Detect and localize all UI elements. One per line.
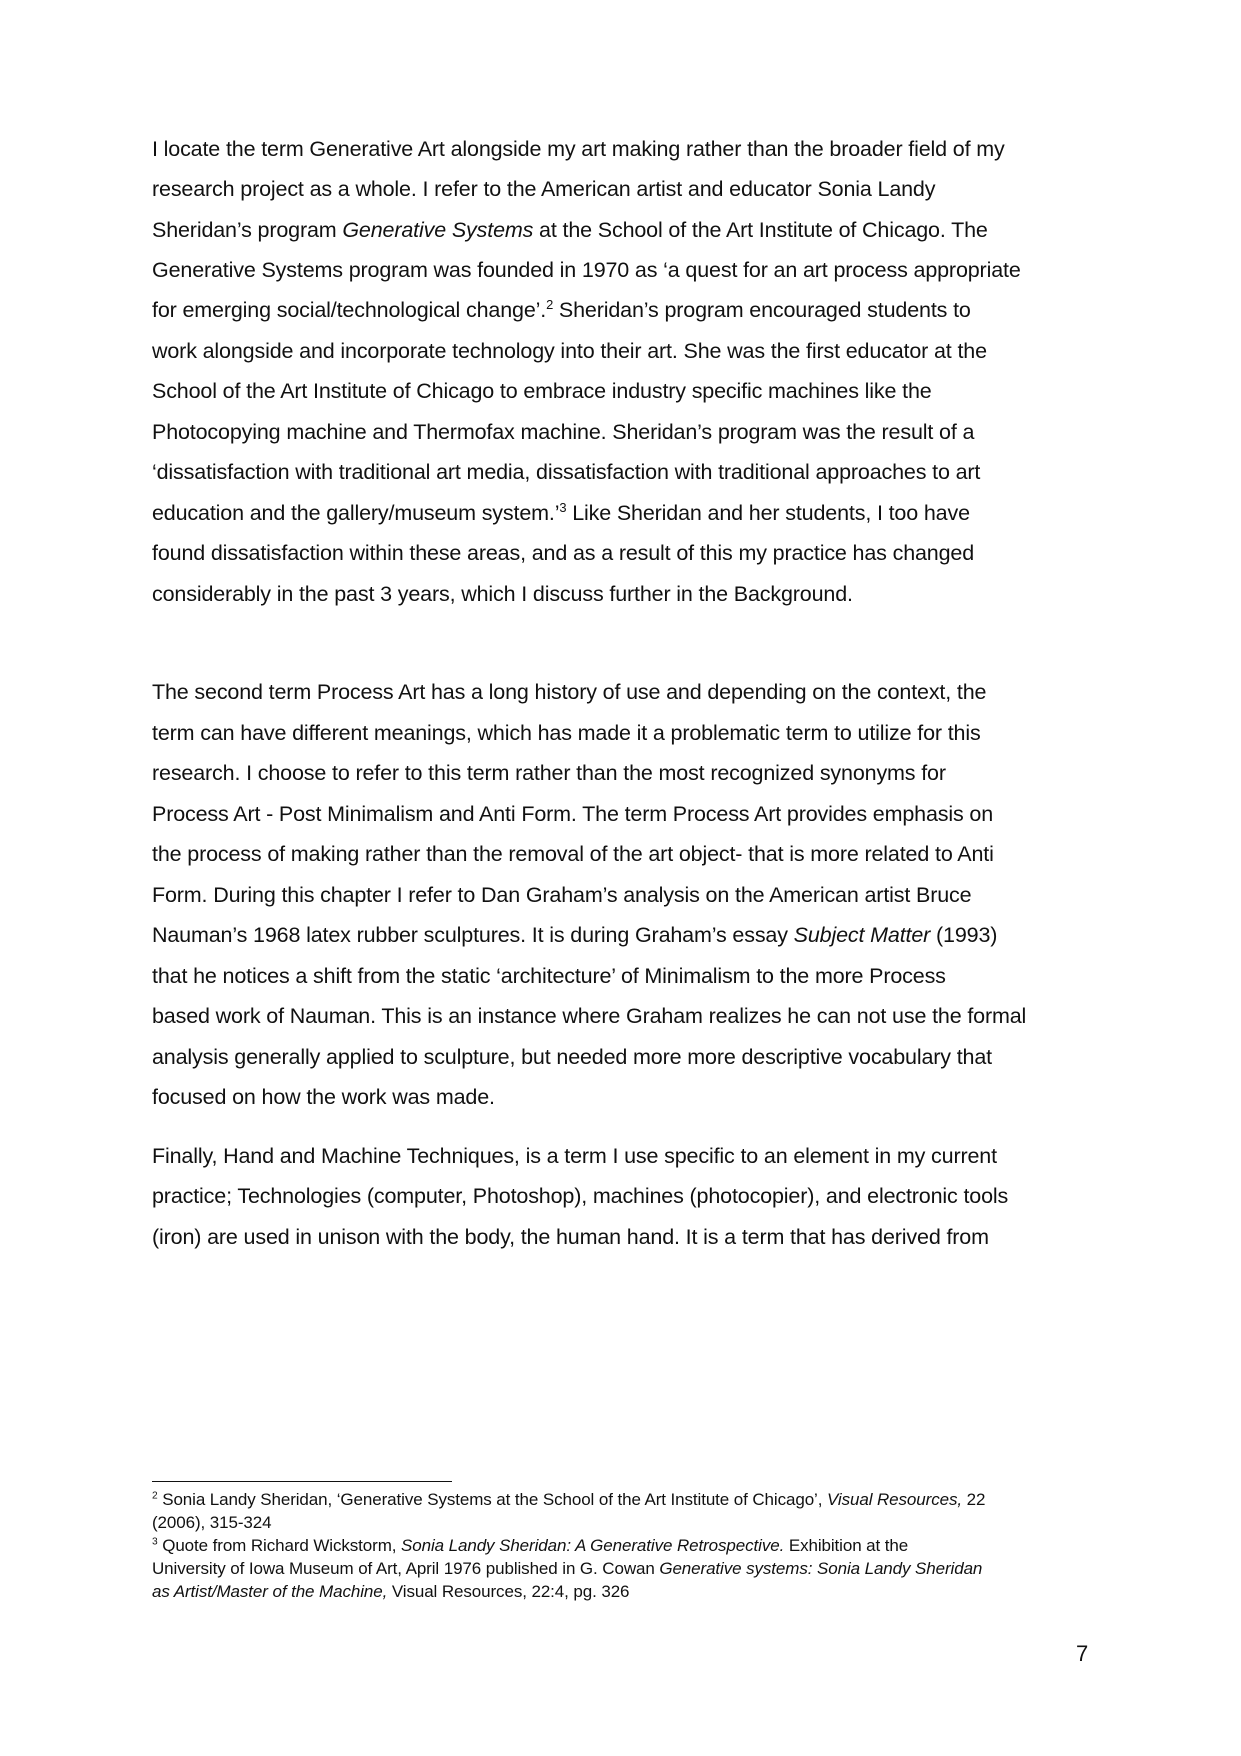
text-line: for emerging social/technological change’.$^2$ Sheridan’s program encouraged students to [152,296,971,322]
text-line: Form. During this chapter I refer to Dan Graham’s analysis on the American artist Bruce [152,883,972,907]
text-line: term can have different meanings, which has made it a problematic term to utilize for this [152,721,981,745]
text-line: research. I choose to refer to this term rather than the most recognized synonyms for [152,761,946,785]
text-line: found dissatisfaction within these areas, and as a result of this my practice has changed [152,541,975,565]
text-line: education and the gallery/museum system.’$^3$ Like Sheridan and her students, I too have [152,499,970,525]
title-subject-matter: Subject Matter [793,923,931,947]
footnote-ref-3[interactable]: 3 [559,499,567,515]
text-line: The second term Process Art has a long history of use and depending on the context, the [152,680,987,704]
text-line: Process Art - Post Minimalism and Anti Form. The term Process Art provides emphasis on [152,802,994,826]
text-line: Photocopying machine and Thermofax machine. Sheridan’s program was the result of a [152,420,975,444]
text-line: the process of making rather than the removal of the art object- that is more related to Anti [152,842,994,866]
text-line: practice; Technologies (computer, Photoshop), machines (photocopier), and electronic tools [152,1184,1009,1208]
text-line: (iron) are used in unison with the body, the human hand. It is a term that has derived from [152,1225,989,1249]
text-line: Finally, Hand and Machine Techniques, is a term I use specific to an element in my current [152,1144,997,1168]
text-line: ‘dissatisfaction with traditional art media, dissatisfaction with traditional approaches to art [152,460,981,484]
text-line: I locate the term Generative Art alongside my art making rather than the broader field of my [152,137,1005,161]
footnote-3-cont: as Artist/Master of the Machine, Visual Resources, 22:4, pg. 326 [152,1582,630,1601]
footnote-2-cont: (2006), 315-324 [152,1513,272,1532]
text-line: analysis generally applied to sculpture, but needed more more descriptive vocabulary that [152,1045,992,1069]
text-line: focused on how the work was made. [152,1085,495,1109]
text-line: based work of Nauman. This is an instance where Graham realizes he can not use the formal [152,1004,1027,1028]
text-line: School of the Art Institute of Chicago to embrace industry specific machines like the [152,379,932,403]
text-line: work alongside and incorporate technology into their art. She was the first educator at the [152,339,987,363]
footnote-2: $^2$ Sonia Landy Sheridan, ‘Generative Systems at the School of the Art Institute of Chicago’, Visual Resources, 22 [152,1490,986,1509]
footnote-3: $^3$ Quote from Richard Wickstorm, Sonia Landy Sheridan: A Generative Retrospective. Exhibition at the [152,1536,909,1555]
footnote-3-cont: University of Iowa Museum of Art, April 1976 published in G. Cowan Generative systems: Sonia Landy Sheridan [152,1559,983,1578]
text-line: that he notices a shift from the static ‘architecture’ of Minimalism to the more Process [152,964,946,988]
page-number: 7 [1076,1641,1089,1666]
text-line: Generative Systems program was founded in 1970 as ‘a quest for an art process appropriate [152,258,1021,282]
footnote-ref-2[interactable]: 2 [546,296,554,312]
title-generative-systems: Generative Systems [342,218,534,242]
footnote-separator [152,1481,452,1482]
text-line: research project as a whole. I refer to the American artist and educator Sonia Landy [152,177,936,201]
text-line: considerably in the past 3 years, which I discuss further in the Background. [152,582,853,606]
text-line: Sheridan’s program Generative Systems at the School of the Art Institute of Chicago. The [152,218,988,242]
text-line: Nauman’s 1968 latex rubber sculptures. It is during Graham’s essay Subject Matter (1993) [152,923,998,947]
